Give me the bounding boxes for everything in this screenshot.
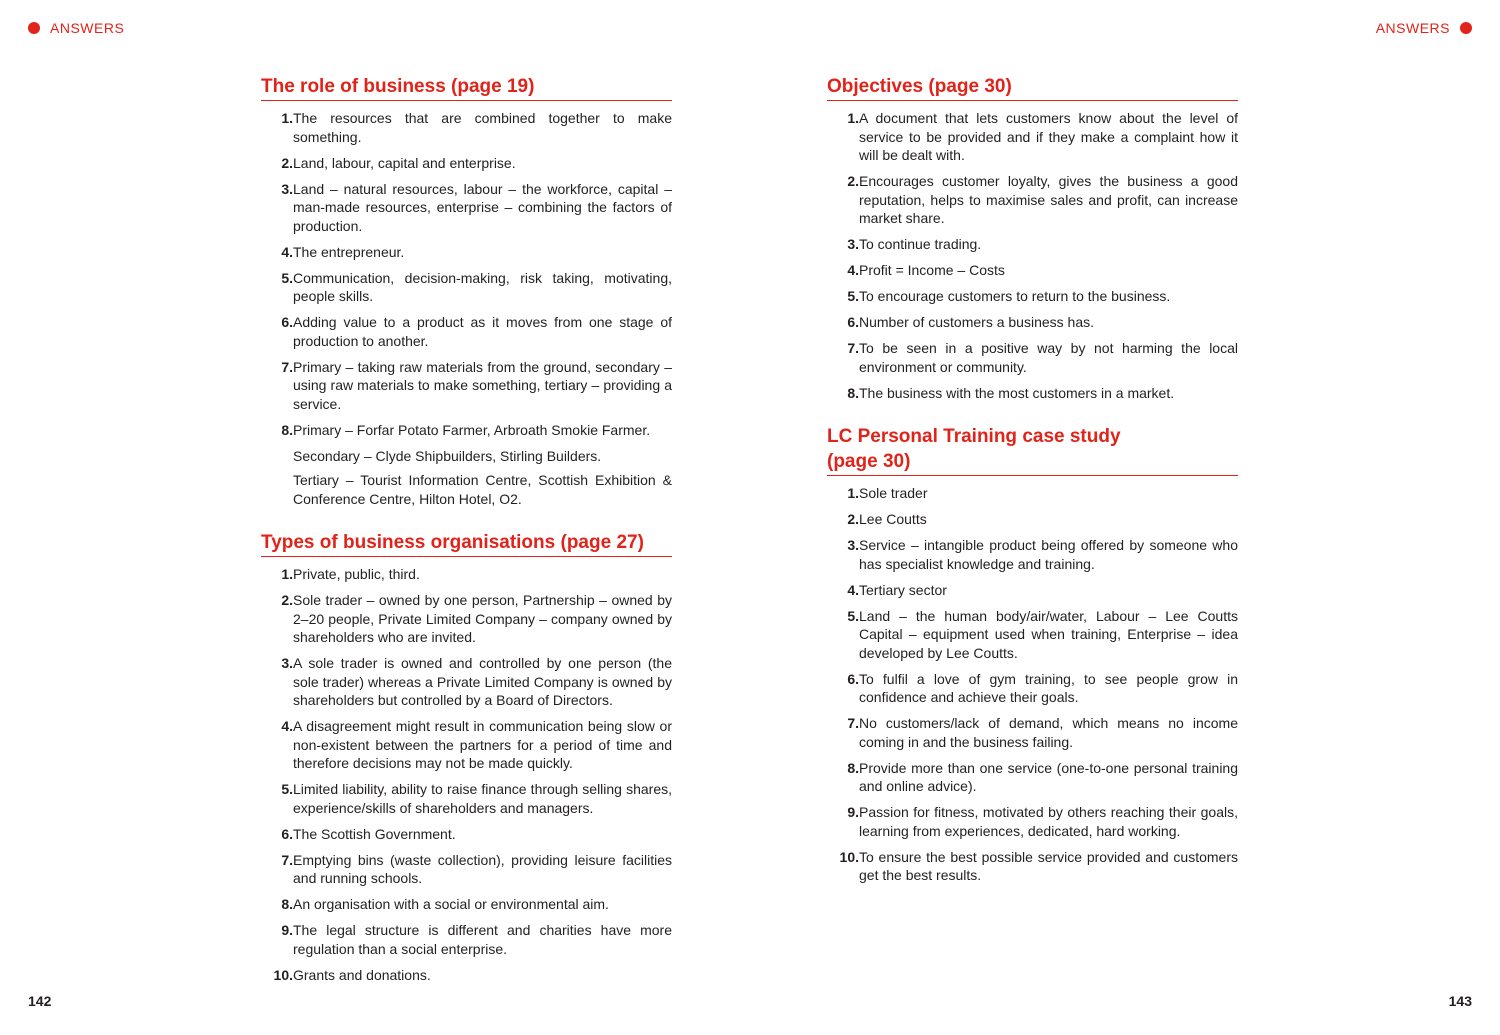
running-head-left [28,20,124,36]
page-number-left: 142 [28,993,52,1009]
list-item: 9. Passion for fitness, motivated by others reaching their goals, learning from experiences, dedicated, hard working. [847,804,1238,839]
list-item: 1. The resources that are combined together to make something. [281,110,672,145]
list-item: 3. Service – intangible product being offered by someone who has specialist knowledge and training. [847,537,1238,572]
section-title [827,424,1238,476]
section-title: Types of business organisations (page 27) [261,530,672,557]
page-number-right: 143 [1448,993,1472,1009]
list-item: 4. Tertiary sector [847,581,947,598]
list-item: 2. Land, labour, capital and enterprise. [281,154,516,171]
list-item: 7. Emptying bins (waste collection), providing leisure facilities and running schools. [281,851,672,886]
section-objectives [827,74,1238,402]
list-item: 5. To encourage customers to return to the business. [847,288,1171,304]
list-item: 8. An organisation with a social or environmental aim. [281,896,609,912]
list-item-continuation: Tertiary – Tourist Information Centre, Scottish Exhibition & Conference Centre, Hilton Hotel, O2. [293,472,672,507]
list-item: 3. A sole trader is owned and controlled by one person (the sole trader) whereas a Private Limited Company is owned by shareholders but controlled by a Board of Directors. [281,655,672,708]
list-item: 1. Private, public, third. [281,566,420,582]
list-item: 6. Adding value to a product as it moves from one stage of production to another. [281,314,672,349]
list-item: 3. Land – natural resources, labour – the workforce, capital – man-made resources, enterprise – combining the factors of production. [281,180,672,234]
list-item: 2. Encourages customer loyalty, gives the business a good reputation, helps to maximise sales and profit, can increase market share. [847,173,1238,226]
section-lc-personal-training [827,424,1238,885]
list-item: 6. Number of customers a business has. [847,314,1094,330]
list-item: 2. Sole trader – owned by one person, Partnership – owned by 2–20 people, Private Limited Company – company owned by shareholders who are invited. [281,592,672,645]
bullet-dot-icon [1460,22,1472,34]
section-title: Objectives (page 30) [827,74,1238,101]
list-item: 7. To be seen in a positive way by not harming the local environment or community. [847,340,1238,375]
list-item: 6. The Scottish Government. [281,825,456,842]
list-item: 3. To continue trading. [847,236,982,252]
list-item: 5. Land – the human body/air/water, Labour – Lee Coutts Capital – equipment used when training, Enterprise – idea developed by Lee Coutts. [847,607,1238,661]
list-item: 8. Provide more than one service (one-to-one personal training and online advice). [847,759,1238,794]
list-item: 6. To fulfil a love of gym training, to see people grow in confidence and achieve their goals. [847,670,1238,705]
answer-list [261,109,672,439]
section-role-of-business [261,74,672,508]
answer-list [827,484,1238,885]
running-head-right [1376,20,1472,36]
list-item: 9. The legal structure is different and charities have more regulation than a social enterprise. [281,922,672,957]
list-item: 5. Communication, decision-making, risk taking, motivating, people skills. [281,269,672,304]
list-item: 8. The business with the most customers in a market. [847,384,1175,401]
list-item-continuation: Secondary – Clyde Shipbuilders, Stirling Builders. [293,447,602,464]
list-item: 4. The entrepreneur. [281,243,405,260]
answer-list [261,565,672,984]
list-item: 10. Grants and donations. [273,966,431,983]
answer-list [827,109,1238,402]
running-head-label: ANSWERS [50,20,125,36]
list-item: 7. No customers/lack of demand, which means no income coming in and the business failing. [847,715,1238,750]
list-item: 5. Limited liability, ability to raise finance through selling shares, experience/skills of shareholders and managers. [281,781,672,816]
bullet-dot-icon [28,22,40,34]
list-item: 7. Primary – taking raw materials from the ground, secondary – using raw materials to make something, tertiary – providing a service. [281,358,672,412]
right-page-column [827,74,1238,907]
list-item: 1. A document that lets customers know about the level of service to be provided and if they make a complaint how it will be dealt with. [847,110,1238,163]
list-item: 2. Lee Coutts [847,511,927,527]
running-head-label: ANSWERS [1375,20,1450,36]
section-title-line: LC Personal Training case study [827,426,1121,447]
list-item: 4. Profit = Income – Costs [847,262,1005,278]
left-page-column [261,74,672,1006]
section-title-line: (page 30) [827,451,911,472]
list-item: 8. Primary – Forfar Potato Farmer, Arbroath Smokie Farmer. [281,421,651,438]
list-item: 1. Sole trader [847,485,928,501]
section-title: The role of business (page 19) [261,74,672,101]
list-item: 4. A disagreement might result in communication being slow or non-existent between the partners for a period of time and therefore decisions may not be made quickly. [281,718,672,771]
list-item: 10. To ensure the best possible service provided and customers get the best results. [839,848,1238,883]
section-types-of-business [261,530,672,984]
